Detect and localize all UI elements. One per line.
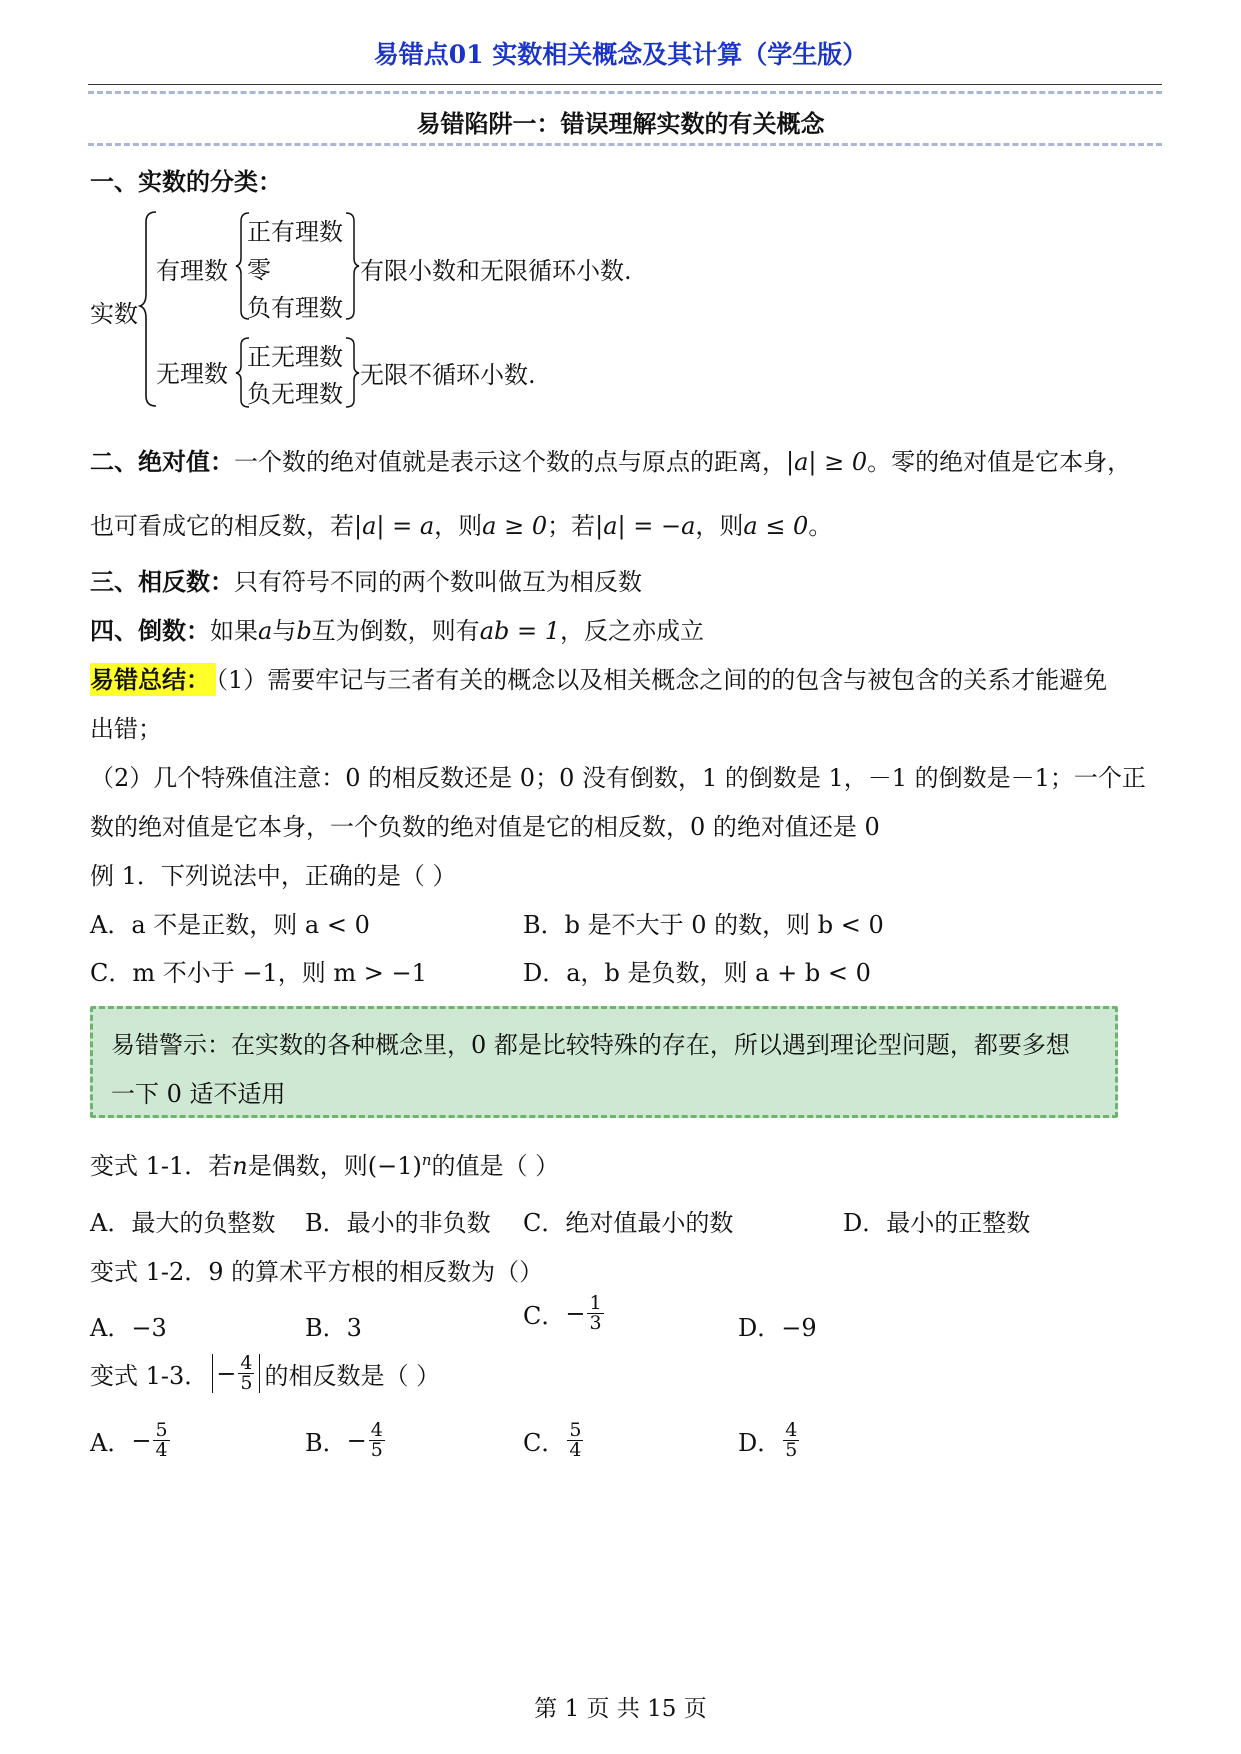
abs-bars — [212, 1354, 260, 1393]
option-letter: A． — [90, 1429, 132, 1457]
variant13-option-c[interactable] — [523, 1421, 585, 1460]
fraction — [783, 1421, 799, 1460]
fraction-numerator: 1 — [589, 1292, 602, 1314]
tree-irrational-note: 无限不循环小数. — [360, 361, 536, 389]
variant11-option-a[interactable]: A．最大的负整数 — [90, 1209, 276, 1237]
fraction-numerator: 5 — [569, 1419, 582, 1441]
tree-rational: 有理数 — [156, 257, 228, 285]
s4-text-a: 如果 — [210, 617, 258, 645]
v13-text-b: 的相反数是（ ） — [264, 1362, 441, 1390]
fraction-denominator: 4 — [569, 1439, 582, 1461]
option-letter: B． — [523, 911, 565, 939]
summary-label: 易错总结： — [90, 663, 216, 696]
section-3-heading: 三、相反数： — [90, 567, 234, 596]
variant13-option-a[interactable] — [90, 1421, 172, 1460]
fraction — [238, 1354, 254, 1393]
option-text: a，b 是负数，则 a + b < 0 — [566, 959, 871, 987]
example1-option-c[interactable] — [90, 953, 427, 988]
section-3 — [90, 562, 642, 597]
v11-var-n: n — [232, 1152, 248, 1180]
option-sign: − — [131, 1426, 152, 1455]
section-4-heading: 四、倒数： — [90, 616, 210, 645]
summary-line1 — [90, 660, 1107, 695]
example1-question: 例 1．下列说法中，正确的是（ ） — [90, 862, 457, 890]
s2-text-b: ，则 — [434, 512, 483, 540]
warning-line2: 一下 0 适不适用 — [111, 1080, 286, 1108]
variant11-option-b[interactable]: B．最小的非负数 — [305, 1209, 491, 1237]
example1-option-d[interactable] — [523, 953, 871, 988]
s4-text-d: ，反之亦成立 — [560, 617, 704, 645]
fraction-denominator: 5 — [240, 1372, 253, 1394]
v13-text-a: 变式 1-3． — [90, 1362, 209, 1390]
s2-math-3: |a| = −a — [595, 512, 696, 540]
option-text: a 不是正数，则 a < 0 — [131, 911, 370, 939]
v11-text-b: 是偶数，则 — [247, 1152, 368, 1180]
s4-var-b: b — [296, 617, 312, 645]
variant12-question: 变式 1-2．9 的算术平方根的相反数为（） — [90, 1258, 544, 1286]
variant13-option-d[interactable] — [738, 1421, 801, 1460]
page-title: 易错点01 实数相关概念及其计算（学生版） — [373, 40, 868, 69]
variant11-question — [90, 1146, 559, 1181]
section-2-line1 — [90, 442, 1131, 477]
variant11-option-c[interactable]: C．绝对值最小的数 — [523, 1209, 734, 1237]
tree-irrational-positive: 正无理数 — [247, 343, 343, 371]
section-2-heading: 二、绝对值： — [90, 447, 234, 476]
variant11-option-d[interactable]: D．最小的正整数 — [843, 1209, 1031, 1237]
fraction-numerator: 5 — [155, 1419, 168, 1441]
fraction-denominator: 5 — [785, 1439, 798, 1461]
variant12-option-d[interactable] — [738, 1308, 817, 1343]
option-letter: B． — [305, 1314, 347, 1342]
s2-text-a: 也可看成它的相反数，若 — [90, 512, 354, 540]
variant13-option-b[interactable] — [305, 1421, 387, 1460]
summary-line2: 出错； — [90, 715, 162, 743]
fraction — [587, 1294, 603, 1333]
summary-p1: （1）需要牢记与三者有关的概念以及相关概念之间的的包含与被包含的关系才能避免 — [216, 666, 1108, 694]
option-text: 3 — [346, 1314, 362, 1342]
variant13-question — [90, 1354, 440, 1393]
tree-rational-negative: 负有理数 — [247, 294, 343, 322]
warning-box — [90, 1006, 1118, 1118]
section-2-tail: 。零的绝对值是它本身， — [867, 448, 1132, 476]
s4-text-c: 互为倒数，则有 — [311, 617, 480, 645]
brace-rational-close — [344, 212, 360, 322]
option-letter: C． — [523, 1429, 566, 1457]
header-rule — [88, 84, 1162, 85]
option-letter: C． — [90, 959, 133, 987]
example1-option-b[interactable] — [523, 905, 884, 940]
fraction-numerator: 4 — [240, 1352, 253, 1374]
option-sign: − — [346, 1426, 367, 1455]
option-letter: B． — [305, 1429, 347, 1457]
s2-math-2: a ≥ 0 — [482, 512, 548, 540]
section-2-line2 — [90, 506, 832, 541]
tree-irrational-negative: 负无理数 — [247, 380, 343, 408]
fraction-denominator: 4 — [155, 1439, 168, 1461]
option-letter: D． — [523, 959, 567, 987]
section-1-heading: 一、实数的分类： — [90, 167, 282, 196]
section-3-text: 只有符号不同的两个数叫做互为相反数 — [234, 568, 642, 596]
v11-text-a: 变式 1-1．若 — [90, 1152, 233, 1180]
fraction-numerator: 4 — [785, 1419, 798, 1441]
s2-text-c: ；若 — [547, 512, 596, 540]
option-text: −3 — [131, 1314, 167, 1342]
v11-sup: n — [421, 1151, 432, 1169]
s2-math-1: |a| = a — [354, 512, 435, 540]
option-text: b 是不大于 0 的数，则 b < 0 — [564, 911, 884, 939]
variant12-option-c[interactable] — [523, 1294, 606, 1333]
summary-line4: 数的绝对值是它本身，一个负数的绝对值是它的相反数，0 的绝对值还是 0 — [90, 813, 880, 841]
fraction — [567, 1421, 583, 1460]
option-text: m 不小于 −1，则 m > −1 — [132, 959, 427, 987]
tree-root: 实数 — [90, 300, 138, 328]
summary-line3: （2）几个特殊值注意：0 的相反数还是 0；0 没有倒数，1 的倒数是 1，－1 的倒数是－1；一个正 — [90, 764, 1146, 792]
brace-irrational-close — [344, 337, 360, 409]
abs-nonneg-math: |a| ≥ 0 — [786, 448, 868, 476]
variant12-option-b[interactable] — [305, 1308, 362, 1343]
dashed-divider-bottom — [88, 143, 1162, 146]
fraction-denominator: 3 — [589, 1312, 602, 1334]
trap-title: 易错陷阱一：错误理解实数的有关概念 — [416, 109, 825, 138]
s4-var-a: a — [258, 617, 273, 645]
tree-rational-zero: 零 — [247, 256, 271, 284]
warning-line1: 易错警示：在实数的各种概念里，0 都是比较特殊的存在，所以遇到理论型问题，都要多想 — [111, 1031, 1070, 1059]
option-letter: C． — [523, 1302, 566, 1330]
v11-expr: (−1) — [367, 1152, 422, 1180]
tree-rational-positive: 正有理数 — [247, 218, 343, 246]
s2-math-4: a ≤ 0 — [743, 512, 809, 540]
s4-text-b: 与 — [272, 617, 297, 645]
option-letter: D． — [738, 1429, 782, 1457]
v13-sign: − — [216, 1359, 237, 1388]
fraction-denominator: 5 — [370, 1439, 383, 1461]
option-letter: A． — [90, 1314, 132, 1342]
section-4 — [90, 611, 704, 646]
dashed-divider-top — [88, 91, 1162, 94]
option-letter: D． — [738, 1314, 782, 1342]
fraction — [153, 1421, 169, 1460]
variant12-option-a[interactable] — [90, 1308, 167, 1343]
option-text: −9 — [781, 1314, 817, 1342]
s4-math: ab = 1 — [479, 617, 560, 645]
s2-text-d: ，则 — [695, 512, 744, 540]
example1-option-a[interactable] — [90, 905, 370, 940]
option-sign: − — [565, 1299, 586, 1328]
page-number: 第 1 页 共 15 页 — [534, 1696, 707, 1722]
option-letter: A． — [90, 911, 132, 939]
fraction — [369, 1421, 385, 1460]
tree-irrational: 无理数 — [156, 360, 228, 388]
tree-rational-note: 有限小数和无限循环小数. — [360, 257, 632, 285]
section-2-text: 一个数的绝对值就是表示这个数的点与原点的距离， — [234, 448, 786, 476]
s2-text-e: 。 — [808, 512, 833, 540]
fraction-numerator: 4 — [370, 1419, 383, 1441]
v11-text-c: 的值是（ ） — [431, 1152, 560, 1180]
